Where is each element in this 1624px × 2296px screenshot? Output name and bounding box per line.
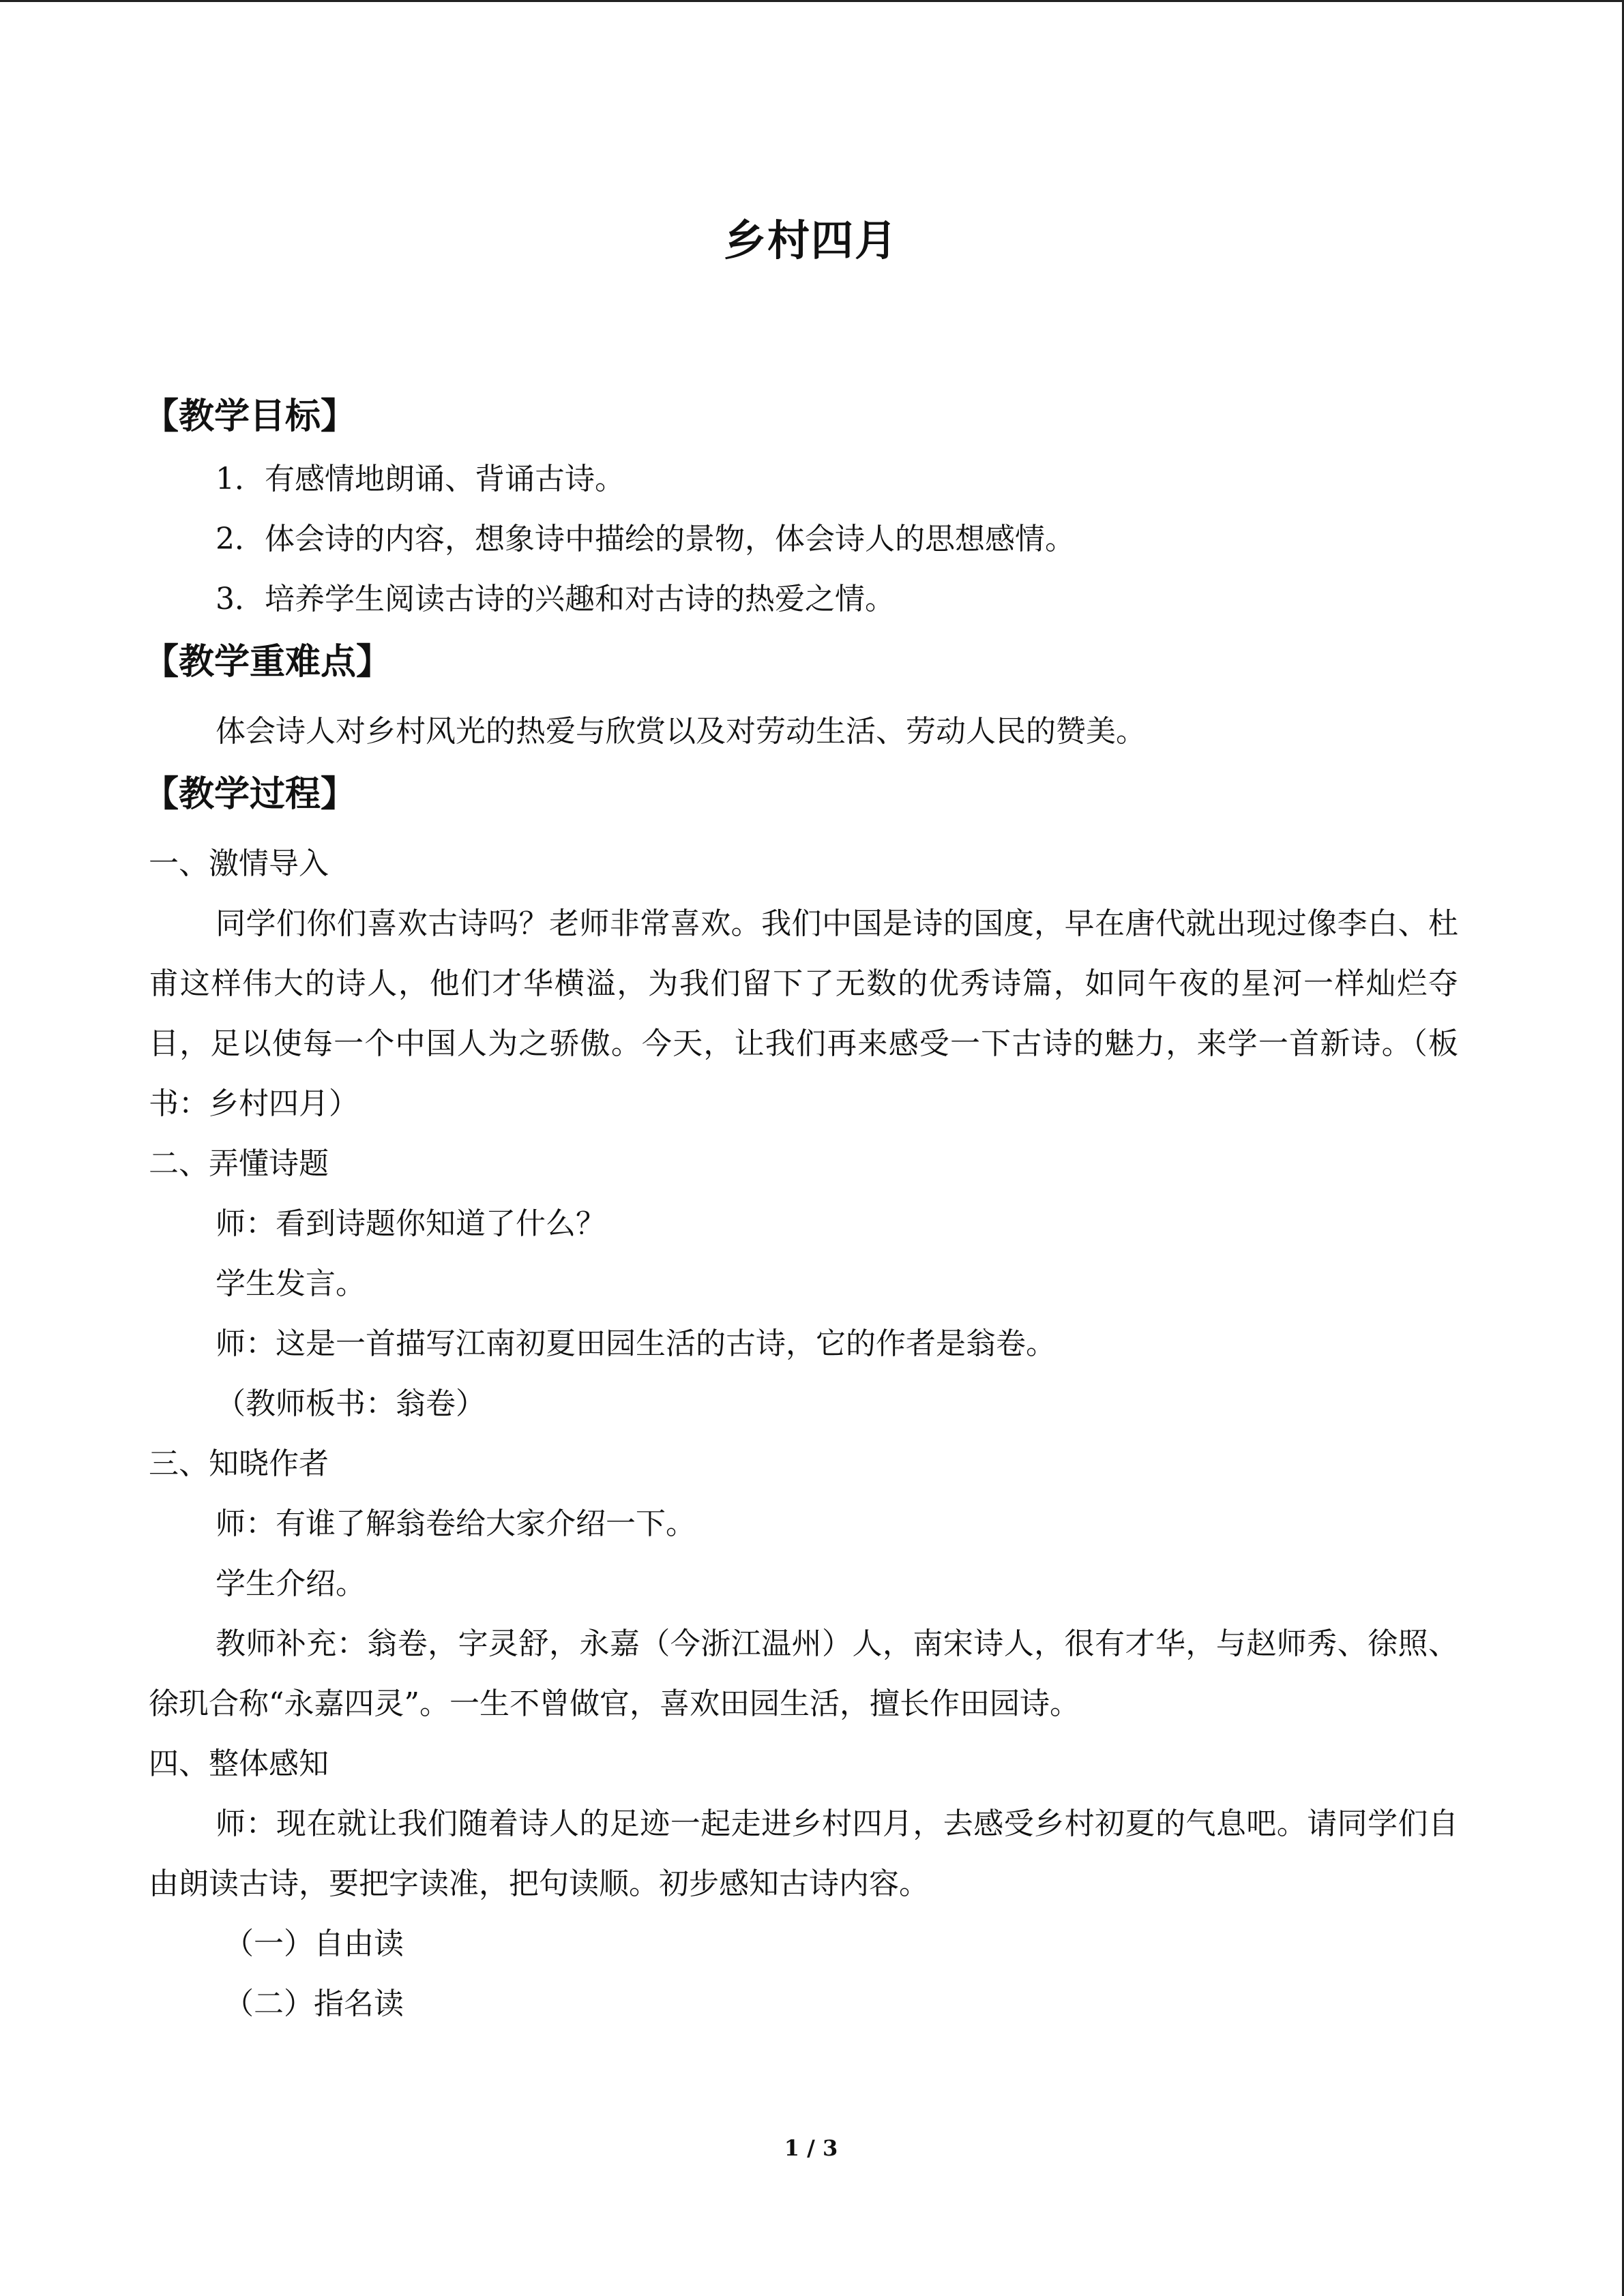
process-line: 学生发言。	[216, 1266, 366, 1301]
process-part-title: 一、激情导入	[149, 846, 329, 881]
document-title: 乡村四月	[723, 215, 898, 265]
objective-item: 1．有感情地朗诵、背诵古诗。	[216, 462, 625, 496]
process-paragraph: 师：现在就让我们随着诗人的足迹一起走进乡村四月，去感受乡村初夏的气息吧。请同学们自由朗读古诗，要把字读准，把句读顺。初步感知古诗内容。	[149, 1806, 1458, 1901]
process-part-title: 二、弄懂诗题	[149, 1146, 329, 1181]
process-line: 师：看到诗题你知道了什么？	[216, 1206, 606, 1241]
section-heading-process: 【教学过程】	[143, 774, 357, 815]
process-line: 师：有谁了解翁卷给大家介绍一下。	[216, 1506, 696, 1541]
key-points-text: 体会诗人对乡村风光的热爱与欣赏以及对劳动生活、劳动人民的赞美。	[216, 714, 1146, 749]
process-sub-item: （一）自由读	[224, 1926, 404, 1961]
objective-item: 2．体会诗的内容，想象诗中描绘的景物，体会诗人的思想感情。	[216, 522, 1075, 556]
process-line: （教师板书：翁卷）	[216, 1386, 486, 1421]
objective-item: 3．培养学生阅读古诗的兴趣和对古诗的热爱之情。	[216, 582, 895, 616]
section-heading-key-points: 【教学重难点】	[143, 642, 392, 683]
section-heading-objectives: 【教学目标】	[143, 396, 357, 437]
process-paragraph: 同学们你们喜欢古诗吗？老师非常喜欢。我们中国是诗的国度，早在唐代就出现过像李白、杜甫这样伟大的诗人，他们才华横溢，为我们留下了无数的优秀诗篇，如同午夜的星河一样灿烂夺目，足以使每一个中国人为之骄傲。今天，让我们再来感受一下古诗的魅力，来学一首新诗。（板书：乡村四月）	[149, 906, 1458, 1121]
process-line: 学生介绍。	[216, 1566, 366, 1601]
process-paragraph: 教师补充：翁卷，字灵舒，永嘉（今浙江温州）人，南宋诗人，很有才华，与赵师秀、徐照、徐玑合称“永嘉四灵”。一生不曾做官，喜欢田园生活，擅长作田园诗。	[149, 1626, 1458, 1721]
process-part-title: 三、知晓作者	[149, 1446, 329, 1481]
process-line: 师：这是一首描写江南初夏田园生活的古诗，它的作者是翁卷。	[216, 1326, 1056, 1361]
page-number: 1 / 3	[784, 2135, 838, 2161]
process-part-title: 四、整体感知	[149, 1746, 329, 1781]
process-sub-item: （二）指名读	[224, 1986, 404, 2021]
document-body	[143, 384, 1458, 2034]
